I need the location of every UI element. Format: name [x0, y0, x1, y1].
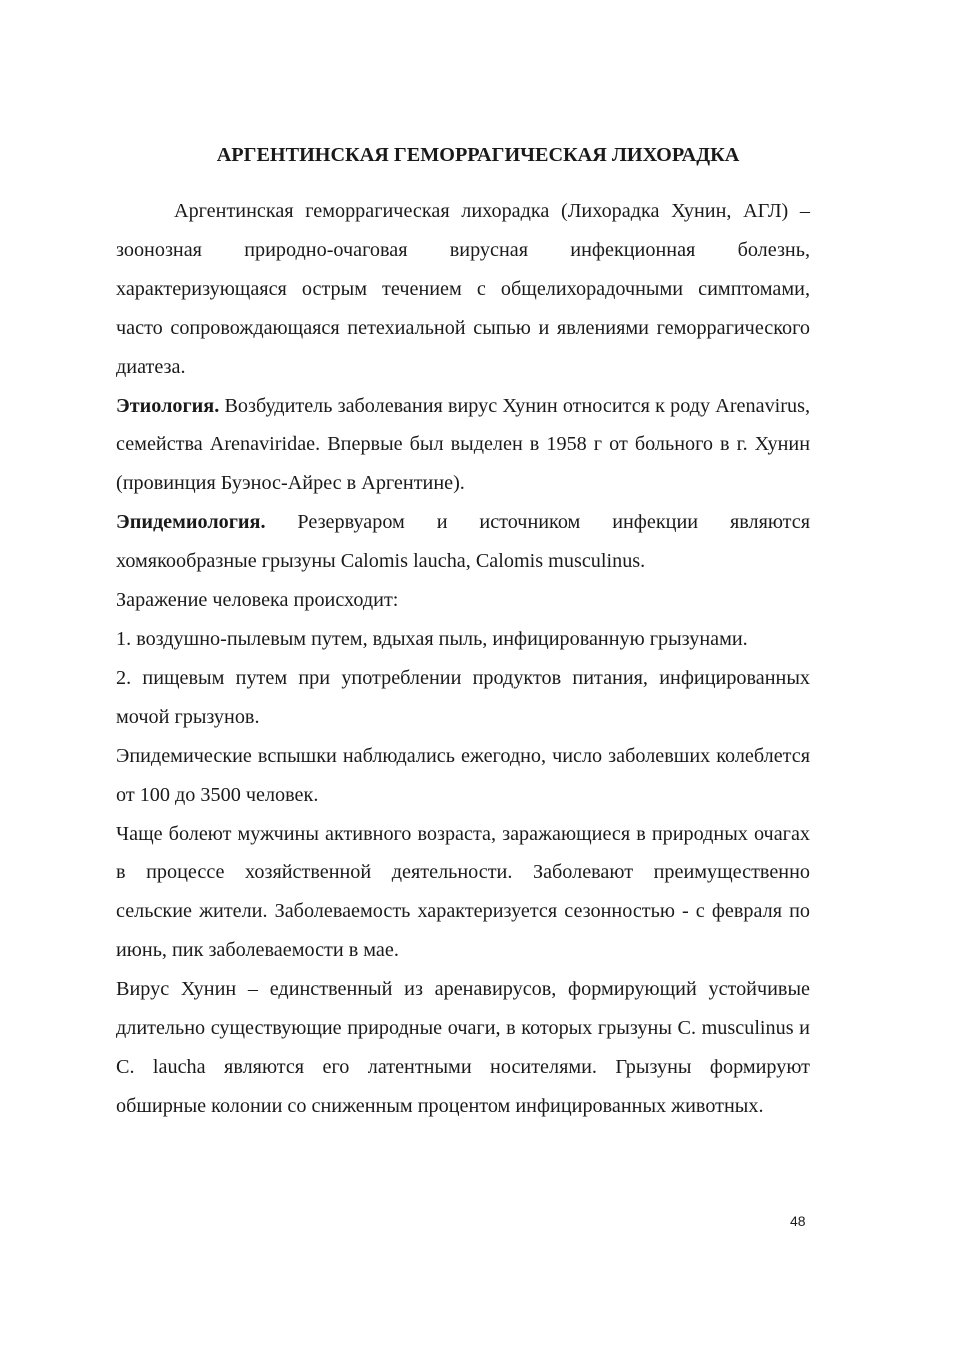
natural-foci-paragraph: Вирус Хунин – единственный из аренавирусов, формирующий устойчивые длительно существующие природные очаги, в которых грызуны C. musculinus и C. laucha являются его латентными носителями. Грызуны формируют обширные колонии со сниженным процентом инфицированных животных.	[116, 978, 810, 1117]
intro-paragraph: Аргентинская геморрагическая лихорадка (Лихорадка Хунин, АГЛ) – зоонозная природно-очаговая вирусная инфекционная болезнь, характеризующаяся острым течением с общелихорадочными симптомами, часто сопровождающаяся петехиальной сыпью и явлениями геморрагического диатеза.	[116, 200, 810, 378]
epidemiology-heading: Эпидемиология.	[116, 511, 266, 534]
epidemiology-text: Резервуаром и источником инфекции являются хомякообразные грызуны Calomis laucha, Calomis musculinus.	[116, 511, 810, 573]
epidemiology-paragraph	[116, 503, 810, 581]
etiology-heading: Этиология.	[116, 394, 220, 417]
infection-route-item: 1. воздушно-пылевым путем, вдыхая пыль, инфицированную грызунами.	[116, 627, 748, 650]
document-page	[116, 138, 810, 1126]
etiology-paragraph	[116, 387, 810, 504]
document-title: АРГЕНТИНСКАЯ ГЕМОРРАГИЧЕСКАЯ ЛИХОРАДКА	[216, 144, 740, 166]
page-number: 48	[790, 1213, 806, 1229]
risk-groups-paragraph: Чаще болеют мужчины активного возраста, заражающиеся в природных очагах в процессе хозяйственной деятельности. Заболевают преимущественно сельские жители. Заболеваемость характеризуется сезонностью - с февраля по июнь, пик заболеваемости в мае.	[116, 822, 810, 962]
outbreaks-paragraph: Эпидемические вспышки наблюдались ежегодно, число заболевших колеблется от 100 до 3500 человек.	[116, 744, 810, 806]
infection-route-item: 2. пищевым путем при употреблении продуктов питания, инфицированных мочой грызунов.	[116, 666, 810, 728]
infection-intro: Заражение человека происходит:	[116, 589, 399, 612]
etiology-text: Возбудитель заболевания вирус Хунин относится к роду Arenavirus, семейства Arenaviridae. Впервые был выделен в 1958 г от больного в г. Хунин (провинция Буэнос-Айрес в Аргентине).	[116, 394, 810, 495]
